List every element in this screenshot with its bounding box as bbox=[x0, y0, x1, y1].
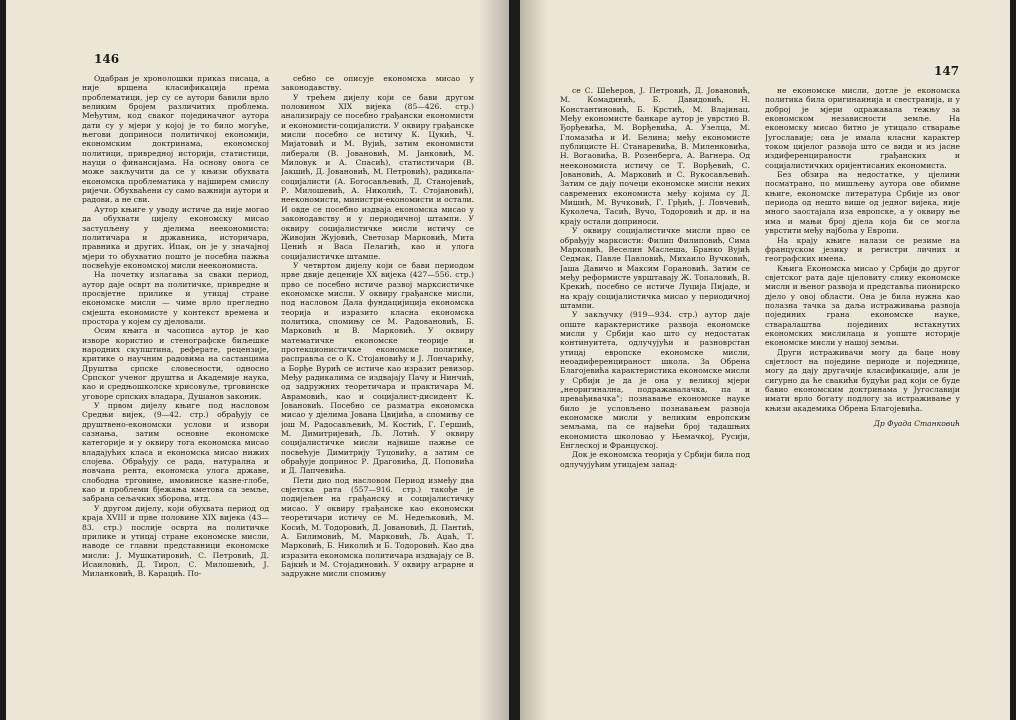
paragraph: се С. Шећеров, Ј. Петровић, Д. Јовановић, М. Комадинић, Б. Давидовић, Н. Константиновић, Б. Крстић, М. Влајинац. Међу економисте банкаре аутор је уврстио В. Ђорђевића, М. Ворђевића, А. Узелца, М. Гломазића и И. Белина; међу економисте публицисте Н. Станаревића, В. Миленковића, Н. Вогаовића, В. Розенберга, А. Вагнера. Од неекономиста истичу се Т. Ворђевић, С. Јовановић, А. Марковић и С. Вукосављевић. Затим се дају почеци економске мисли неких савремених економиста међу којима су Д. Мишић, М. Вучковић, Г. Грђић, Ј. Ловчевић, Куколеча, Тасић, Вучо, Тодоровић и др. и на крају остали доприноси. bbox=[560, 86, 750, 226]
paragraph: себно се описује економска мисао у законодавству. bbox=[281, 74, 474, 93]
paragraph: Одабран је хронолошки приказ писаца, а није вршена класификација према проблематици, јер су се аутори бавили врло великим бројем различитих проблема. Међутим, код сваког појединачног аутора дати су у мјери у којој је то било могуће, његови доприноси политичкој економији, економским доктринама, економској политици, привредној историји, статистици, науци о финансијама. На основу овога се може закључити да се у књизи обухвата економска проблематика у најширем смислу ријечи. Обухваћени су само важнији аутори и радови, а не сви. bbox=[82, 74, 269, 205]
paragraph: У четвртом дијелу који се бави периодом прве двије деценије XX вијека (427—556. стр.) прво се посебно истиче развој марксистичке економске мисли. У оквиру грађанске мисли, под насловом Дала фундацијиција економска теорија и изразито класна економска политика, спомињу се М. Радовановић, Б. Марковић и В. Марковић. У оквиру математичке економске теорије и протекционистичке економске политике, расправља се о К. Стојановићу и Ј. Лончарићу, а Борђе Вурић се истиче као изразит ревизор. Међу радикалима се издвајају Пачу и Нинчић, од задружних теоретичара и практичара М. Аврамовић, као и социјалист-дисидент К. Јовановић. Посебно се разматра економска мисао у дјелима Јована Цвијића, а спомињу се још М. Радосављевић, М. Костић, Г. Гершић, М. Димитријевић, Љ. Лотић. У оквиру социјалистичке мисли највише пажње се посвећује Димитрију Туцовићу, а затим се обрађује допринос Р. Драговића, Д. Поповића и Д. Лапчевића. bbox=[281, 260, 474, 476]
right-column-2 bbox=[765, 86, 960, 682]
right-column-1 bbox=[560, 86, 750, 682]
paragraph: У оквиру социјалистичке мисли прво се обрађују марксисти: Филип Филиповић, Сима Марковић, Веселин Маслеша, Бранко Вујић Седмак, Павле Павловић, Михаило Вучковић, Јаша Давичо и Максим Горановић. Затим се међу реформисте уврштавају Ж. Топаловић, В. Крекић, посебно се истиче Луција Пијаде, и на крају социјалистичка мисао у периодичној штампи. bbox=[560, 226, 750, 310]
right-page-number: 147 bbox=[934, 64, 960, 78]
paragraph: Аутор књиге у уводу истиче да није могао да обухвати цијелу економску мисао заступљену у дјелима неекономиста: политичара и државника, историчара, правника и других. Ипак, он је у значајној мјери то обухватио пошто је посебна пажња посвећује економској мисли неекономиста. bbox=[82, 204, 269, 270]
left-column-1 bbox=[82, 74, 269, 674]
paragraph: На крају књиге налази се резиме на француском језику и регистри личних и географских имена. bbox=[765, 235, 960, 264]
gutter-shadow bbox=[479, 0, 509, 720]
paragraph: Пети дио под насловом Период између два свјетска рата (557—916. стр.) такође је подијељен на грађанску и социјалистичку мисао. У оквиру грађанске као економски теоретичари истичу се М. Недељковић, М. Косић, М. Тодоровић, Д. Јовановић, Д. Пантић, А. Билимовић, М. Марковић, Љ. Аџаћ, Т. Марковић, Б. Николић и Б. Тодоровић. Као два изразита економска политичара издвајају се В. Бајкић и М. Стојадиновић. У оквиру аграрне и задружне мисли спомињу bbox=[281, 475, 474, 579]
paragraph: У другом дијелу, који обухвата период од краја XVIII и прве половине XIX вијека (43—83. стр.) послије осврта на политичке прилике и утицај стране економске мисли, наводе се главни представници економске мисли: Ј. Мушкатировић, С. Петровић, Д. Исаиловић, Д. Тирол, С. Милошевић, Ј. Миланковић, В. Карацић. По- bbox=[82, 503, 269, 579]
paragraph: Други истраживачи могу да баце нову свјетлост на поједине периоде и поједнице, могу да дају другачије класификације, али је сигурно да ће свакићи будући рад који се буде бавио економским доктринама у Југославији имати врло богату подлогу за истраживање у књизи академика Обрена Благојевића. bbox=[765, 347, 960, 413]
paragraph: Без обзира на недостатке, у цјелини посматрано, по мишљењу аутора ове обимне књиге, економске литература Србије из овог периода од нешто више од једног вијека, није много заостајала иза европске, а у оквиру ње има и мањи број дјела која би се могла уврстити међу најбоља у Европи. bbox=[765, 170, 960, 236]
paragraph: У првом дијелу књиге под насловом Средњи вијек, (9—42. стр.) обрађују се друштвено-економски услови и извори сазнања, затим основне економске категорије и у оквиру тога економска мисао владајућих класа и економска мисао нижих слојева. Обрађују се рада, натурална и новчана рента, економска улога државе, слободна трговине, имовинске казне-глобе, као и проблеми бјежања кметова са земље, забрана сељачких зборова, итд. bbox=[82, 401, 269, 504]
right-page bbox=[520, 0, 1010, 720]
left-page-number: 146 bbox=[94, 52, 120, 66]
paragraph: не економске мисли, дотле је економска политика била оригинаинија и свестранија, и у доброј је мјери одражавала тежњу за економском независности земље. На економску мисао битно је утицало стварање Југославије; она је имала класни карактер током цијелог развоја што се види и из јасне издиференцираности грађанских и социјалистичких оријентисаних економиста. bbox=[765, 86, 960, 170]
paragraph: Осим књига и часописа аутор је као изворе користио и стенографске биљешке народних скупштина, реферате, рецензије, критике о научним радовима на састанцима Друштва српске словесности, односно Српског ученог друштва и Академије наука, као и средњошколске хрисовуље, трговинске уговоре српских владара, Душанов законик. bbox=[82, 326, 269, 401]
paragraph: Књига Економска мисао у Србији до другог свјетског рата даје цјеловиту слику економске мисли и њеног развоја и представља пионирско дјело у овој области. Она је била нужна као полазна тачка за даља истраживања развоја појединих грана економске науке, стваралаштва појединих истакнутих економских мислилаца и уопште историје економске мисли у нашој земљи. bbox=[765, 263, 960, 348]
paragraph: У закључку (919—934. стр.) аутор даје опште карактеристике развоја економске мисли у Србији као што су недостатак континуитета, одлучујући и разноврстан утицај европске економске мисли, неоадиференцираност школа. За Обрена Благојевића карактеристика економске мисли у Србији је да је она у великој мјери „неоригинална, подражавалачка, па и превађивачка”; познавање економске науке било је условљено познавањем развоја економске мисли у великим европским земљама, па се највећи број тадашњих економиста школовао у Њемачкој, Русији, Енглеској и Француској. bbox=[560, 310, 750, 451]
paragraph: Док је економска теорија у Србији била под одлучујућим утицајем запад- bbox=[560, 450, 750, 469]
paragraph: У трећем дијелу који се бави другом половином XIX вијека (85—426. стр.) анализирају се посебно грађански економисти и економисти-социјалисти. У оквиру грађанске мисли посебно се истичу К. Цукић, Ч. Мијатовић и М. Вујић, затим економисти либерали (В. Јовановић, М. Јанковић, М. Миловук и А. Спасић), статистичари (В. Јакшић, Д. Јовановић, М. Петровић), радикала-социјалисти (А. Богосављевић, Д. Станојевић, Р. Милошевић, А. Николић, Т. Стојановић), неекономисти, министри-економисти и остали. И овде се посебно издваја економска мисао у законодавству и у периодичној штампи. У оквиру социјалистичке мисли истичу се Живојин Жујовић, Светозар Марковић, Мита Ценић и Васа Пелагић, као и улога социјалистичке штампе. bbox=[281, 92, 474, 261]
paragraph: На почетку излагања за сваки период, аутор даје осврт на политичке, привредне и просвјетне прилике и утицај стране економске мисли — чиме врло прегледно смјешта економисте у контекст времена и простора у којем су дјеловали. bbox=[82, 270, 269, 326]
left-page bbox=[6, 0, 509, 720]
gutter-shadow bbox=[520, 0, 548, 720]
author-signature: Др Фуада Станковић bbox=[873, 419, 960, 429]
left-column-2 bbox=[281, 74, 474, 674]
